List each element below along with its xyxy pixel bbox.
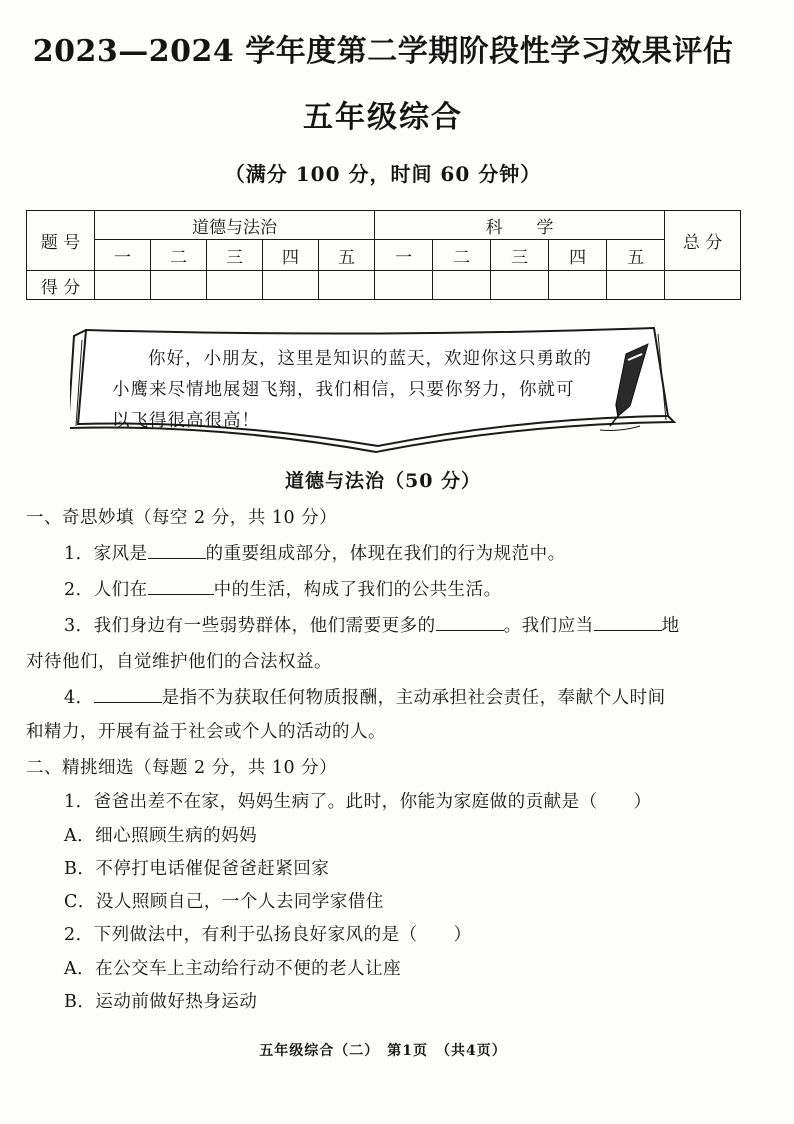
score-cell	[665, 271, 741, 300]
score-row-label: 得 分	[27, 271, 95, 300]
science-q-number: 五	[607, 240, 665, 271]
moral-q-number: 五	[319, 240, 375, 271]
page-footer: 五年级综合（二） 第1页 （共4页）	[259, 1043, 507, 1059]
choice-option[interactable]: B．运动前做好热身运动	[64, 992, 258, 1012]
choice-option[interactable]: A．细心照顾生病的妈妈	[64, 826, 258, 846]
subject-moral-header: 道德与法治	[95, 211, 375, 240]
fill-question-3-continued: 对待他们，自觉维护他们的合法权益。	[26, 652, 332, 672]
score-cell	[319, 271, 375, 300]
part2-heading: 二、精挑细选（每题 2 分，共 10 分）	[26, 758, 338, 778]
welcome-message	[112, 344, 642, 437]
total-score-label: 总 分	[665, 211, 741, 271]
welcome-line: 以飞得很高很高！	[112, 411, 260, 431]
score-cell	[549, 271, 607, 300]
exam-info: （满分 100 分，时间 60 分钟）	[224, 162, 542, 186]
fill-question-1: 1．家风是 的重要组成部分，体现在我们的行为规范中。	[64, 540, 566, 565]
welcome-line: 小鹰来尽情地展翅飞翔，我们相信，只要你努力，你就可	[112, 380, 575, 400]
choice-option[interactable]: C．没人照顾自己，一个人去同学家借住	[64, 892, 384, 912]
choice-option[interactable]: A．在公交车上主动给行动不便的老人让座	[64, 959, 402, 979]
part1-heading: 一、奇思妙填（每空 2 分，共 10 分）	[26, 508, 338, 528]
score-cell	[607, 271, 665, 300]
science-q-number: 二	[433, 240, 491, 271]
moral-q-number: 四	[263, 240, 319, 271]
score-cell	[433, 271, 491, 300]
answer-blank[interactable]	[148, 576, 214, 595]
score-cell	[207, 271, 263, 300]
question-number-label: 题 号	[27, 211, 95, 271]
choice-option[interactable]: B．不停打电话催促爸爸赶紧回家	[64, 859, 330, 879]
moral-q-number: 一	[95, 240, 151, 271]
fill-question-4: 4． 是指不为获取任何物质报酬，主动承担社会责任，奉献个人时间	[64, 684, 666, 709]
moral-q-number: 三	[207, 240, 263, 271]
answer-blank[interactable]	[594, 612, 662, 631]
fill-question-2: 2．人们在 中的生活，构成了我们的公共生活。	[64, 576, 502, 601]
science-q-number: 四	[549, 240, 607, 271]
science-q-number: 一	[375, 240, 433, 271]
answer-blank[interactable]	[436, 612, 504, 631]
score-table	[26, 210, 741, 300]
score-cell	[491, 271, 549, 300]
choice-question-2: 2．下列做法中，有利于弘扬良好家风的是（ ）	[64, 925, 472, 945]
exam-subtitle: 五年级综合	[303, 100, 463, 135]
answer-blank[interactable]	[148, 540, 206, 559]
score-cell	[263, 271, 319, 300]
answer-blank[interactable]	[94, 684, 162, 703]
science-q-number: 三	[491, 240, 549, 271]
fill-question-3: 3．我们身边有一些弱势群体，他们需要更多的 。我们应当 地	[64, 612, 680, 637]
score-cell	[375, 271, 433, 300]
exam-title: 2023—2024 学年度第二学期阶段性学习效果评估	[32, 34, 734, 69]
fill-question-4-continued: 和精力，开展有益于社会或个人的活动的人。	[26, 722, 386, 742]
score-cell	[95, 271, 151, 300]
moral-q-number: 二	[151, 240, 207, 271]
score-cell	[151, 271, 207, 300]
subject-science-header: 科 学	[375, 211, 665, 240]
welcome-line: 你好，小朋友，这里是知识的蓝天，欢迎你这只勇敢的	[148, 349, 592, 369]
choice-question-1: 1．爸爸出差不在家，妈妈生病了。此时，你能为家庭做的贡献是（ ）	[64, 792, 652, 812]
section-title: 道德与法治（50 分）	[284, 470, 482, 492]
